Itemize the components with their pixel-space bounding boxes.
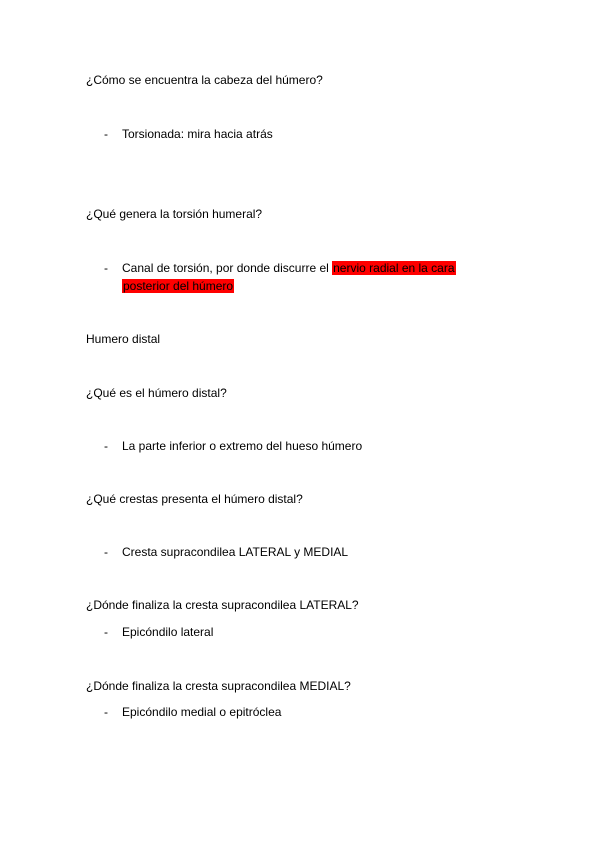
bullet-6 (104, 703, 122, 721)
bullet-dash: - (104, 439, 108, 453)
answer-2 (122, 259, 456, 295)
question-3: ¿Qué es el húmero distal? (86, 386, 227, 400)
answer-5: Epicóndilo lateral (122, 625, 214, 639)
bullet-3 (104, 437, 122, 455)
bullet-5 (104, 623, 122, 641)
question-4: ¿Qué crestas presenta el húmero distal? (86, 492, 303, 506)
answer-1: Torsionada: mira hacia atrás (122, 127, 273, 141)
bullet-dash: - (104, 705, 108, 719)
bullet-4 (104, 543, 122, 561)
answer-3: La parte inferior o extremo del hueso húmero (122, 439, 363, 453)
question-6: ¿Dónde finaliza la cresta supracondilea MEDIAL? (86, 679, 351, 693)
bullet-dash: - (104, 545, 108, 559)
answer-6: Epicóndilo medial o epitróclea (122, 705, 282, 719)
bullet-2 (104, 259, 122, 277)
bullet-dash: - (104, 261, 108, 275)
answer-2-text: Canal de torsión, por donde discurre el (122, 261, 333, 275)
question-5: ¿Dónde finaliza la cresta supracondilea LATERAL? (86, 598, 359, 612)
bullet-dash: - (104, 127, 108, 141)
answer-2-highlight-2: posterior del húmero (123, 279, 234, 293)
answer-2-highlight-1: nervio radial en la cara (333, 261, 455, 275)
bullet-dash: - (104, 625, 108, 639)
section-heading: Humero distal (86, 332, 161, 346)
question-1: ¿Cómo se encuentra la cabeza del húmero? (86, 73, 323, 87)
answer-4: Cresta supracondilea LATERAL y MEDIAL (122, 545, 349, 559)
question-2: ¿Qué genera la torsión humeral? (86, 207, 263, 221)
bullet-1 (104, 125, 122, 143)
